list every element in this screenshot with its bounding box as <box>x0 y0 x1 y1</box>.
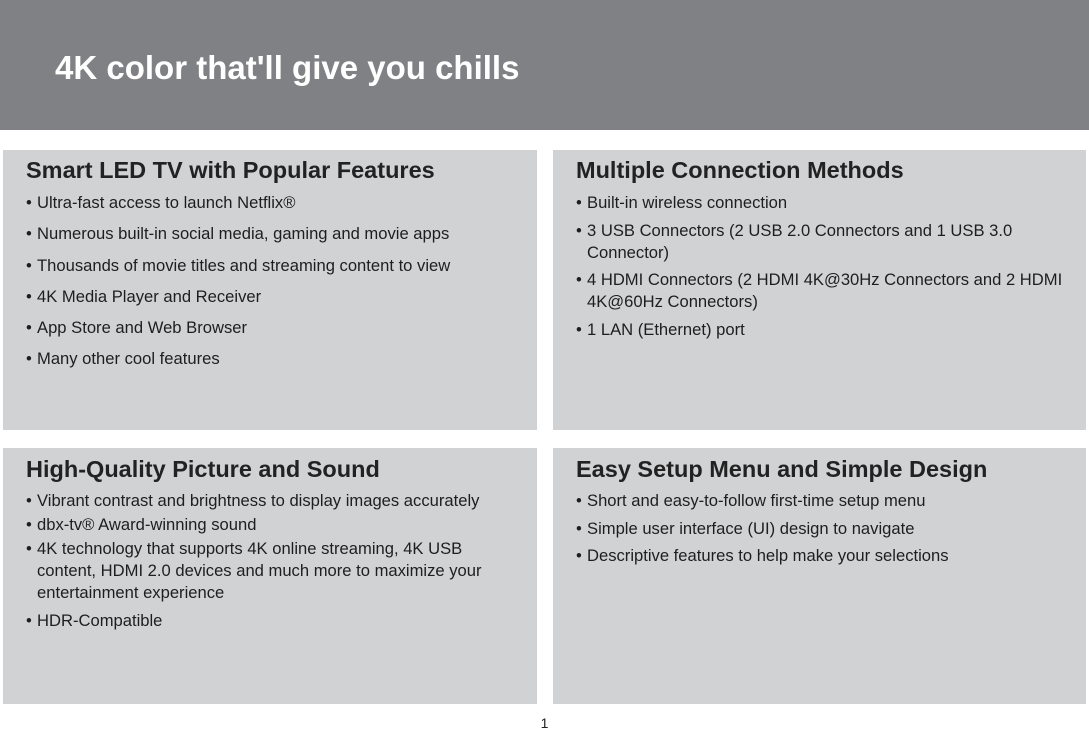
list-item: • 1 LAN (Ethernet) port <box>576 319 1068 341</box>
page-header <box>0 0 1089 130</box>
list-item: • 4K Media Player and Receiver <box>26 286 519 308</box>
list-item: • 4K technology that supports 4K online streaming, 4K USB content, HDMI 2.0 devices and much more to maximize your entertainment experience <box>26 538 519 604</box>
panel-title: High-Quality Picture and Sound <box>26 456 380 482</box>
list-item: • 3 USB Connectors (2 USB 2.0 Connectors and 1 USB 3.0 Connector) <box>576 220 1068 264</box>
list-item: • 4 HDMI Connectors (2 HDMI 4K@30Hz Connectors and 2 HDMI 4K@60Hz Connectors) <box>576 269 1068 313</box>
feature-panel-setup-design <box>553 448 1086 704</box>
list-item: • App Store and Web Browser <box>26 317 519 339</box>
panel-title: Smart LED TV with Popular Features <box>26 157 435 183</box>
page-number: 1 <box>540 715 549 731</box>
list-item: • Numerous built-in social media, gaming and movie apps <box>26 223 519 245</box>
feature-panel-picture-sound <box>3 448 537 704</box>
feature-panel-smart-tv <box>3 150 537 430</box>
page-title: 4K color that'll give you chills <box>55 49 520 86</box>
panel-title: Multiple Connection Methods <box>576 157 904 183</box>
feature-list <box>576 490 1068 573</box>
list-item: • Vibrant contrast and brightness to display images accurately <box>26 490 519 512</box>
list-item: • Many other cool features <box>26 348 519 370</box>
list-item: • Built-in wireless connection <box>576 192 1068 214</box>
list-item: • HDR-Compatible <box>26 610 519 632</box>
feature-list <box>26 490 519 634</box>
panel-title: Easy Setup Menu and Simple Design <box>576 456 988 482</box>
feature-list <box>576 192 1068 346</box>
list-item: • dbx-tv® Award-winning sound <box>26 514 519 536</box>
list-item: • Simple user interface (UI) design to navigate <box>576 518 1068 540</box>
list-item: • Ultra-fast access to launch Netflix® <box>26 192 519 214</box>
feature-panel-connections <box>553 150 1086 430</box>
list-item: • Short and easy-to-follow first-time setup menu <box>576 490 1068 512</box>
list-item: • Thousands of movie titles and streaming content to view <box>26 255 519 277</box>
feature-list <box>26 192 519 380</box>
list-item: • Descriptive features to help make your selections <box>576 545 1068 567</box>
